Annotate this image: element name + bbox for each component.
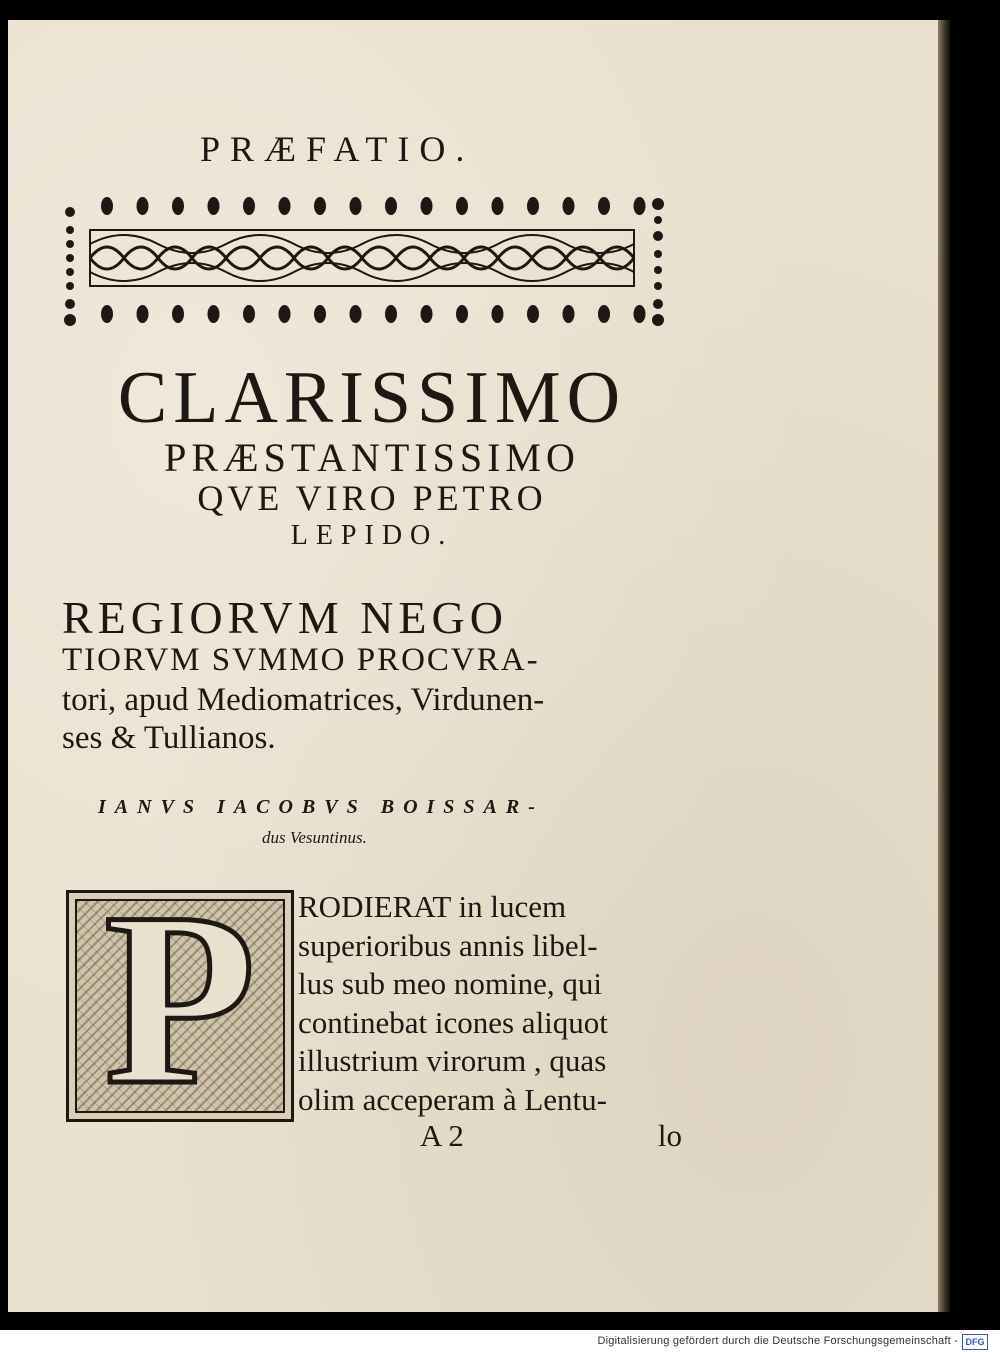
book-spine-edge (938, 20, 950, 1312)
digitization-credit: Digitalisierung gefördert durch die Deutsche Forschungsgemeinschaft - (597, 1335, 958, 1347)
dedication-heading-line-3: QVE VIRO PETRO (197, 478, 547, 518)
ornament-flower (527, 305, 539, 323)
body-line: RODIERAT in lucem (298, 889, 567, 924)
ornament-flower (350, 197, 362, 215)
page-header-title: PRÆFATIO. (200, 129, 475, 169)
ornament-flower (456, 305, 468, 323)
ornament-flower (563, 305, 575, 323)
dedication-subheading-line-1: REGIORVM NEGO (62, 592, 508, 643)
dedication-subheading-line-4: ses & Tullianos. (62, 720, 276, 756)
ornament-flower (101, 305, 113, 323)
decorative-ornament-band (62, 186, 672, 336)
decorated-initial (66, 890, 294, 1122)
body-text (298, 888, 680, 1119)
ornament-flower (243, 305, 255, 323)
ornament-flower (492, 305, 504, 323)
ornament-flower (208, 197, 220, 215)
ornament-flower (279, 197, 291, 215)
ornament-flower (634, 305, 646, 323)
ornament-flower (421, 197, 433, 215)
body-line: superioribus annis libel- (298, 927, 598, 963)
ornament-flower (527, 197, 539, 215)
ornament-flower (172, 197, 184, 215)
ornament-flower (385, 197, 397, 215)
ornament-flower (314, 197, 326, 215)
ornament-flower (172, 305, 184, 323)
dfg-logo-icon: DFG (962, 1334, 988, 1350)
dedication-heading-line-1: CLARISSIMO (117, 357, 627, 439)
ornament-flower (421, 305, 433, 323)
catchline (420, 1118, 682, 1154)
signature-mark: A 2 (420, 1118, 464, 1153)
ornament-flower (634, 197, 646, 215)
author-line-2: dus Vesuntinus. (262, 828, 367, 847)
body-line: illustrium virorum , quas (298, 1043, 607, 1078)
catchword: lo (657, 1118, 682, 1153)
dedication-heading-line-2: PRÆSTANTISSIMO (164, 435, 580, 480)
ornament-flower (350, 305, 362, 323)
ornament-flower (456, 197, 468, 215)
initial-letter: P (104, 890, 256, 1122)
ornament-flower (563, 197, 575, 215)
ornament-flower (598, 305, 610, 323)
ornament-flower (279, 305, 291, 323)
dedication-subheading-line-2: TIORVM SVMMO PROCVRA- (62, 642, 540, 678)
ornament-flower (101, 197, 113, 215)
author-line-1: IANVS IACOBVS BOISSAR- (98, 796, 544, 818)
dedication-heading-line-4: LEPIDO. (290, 520, 454, 551)
dedication-subheading-line-3: tori, apud Mediomatrices, Virdunen- (62, 682, 545, 718)
body-line: olim acceperam à Lentu- (298, 1081, 607, 1117)
body-line: lus sub meo nomine, qui (298, 966, 602, 1001)
ornament-flower (385, 305, 397, 323)
ornament-flower (208, 305, 220, 323)
body-line: continebat icones aliquot (298, 1004, 608, 1040)
ornament-flower (314, 305, 326, 323)
ornament-flower (137, 197, 149, 215)
ornament-flower (598, 197, 610, 215)
ornament-flower (137, 305, 149, 323)
ornament-flower (492, 197, 504, 215)
ornament-flower (243, 197, 255, 215)
